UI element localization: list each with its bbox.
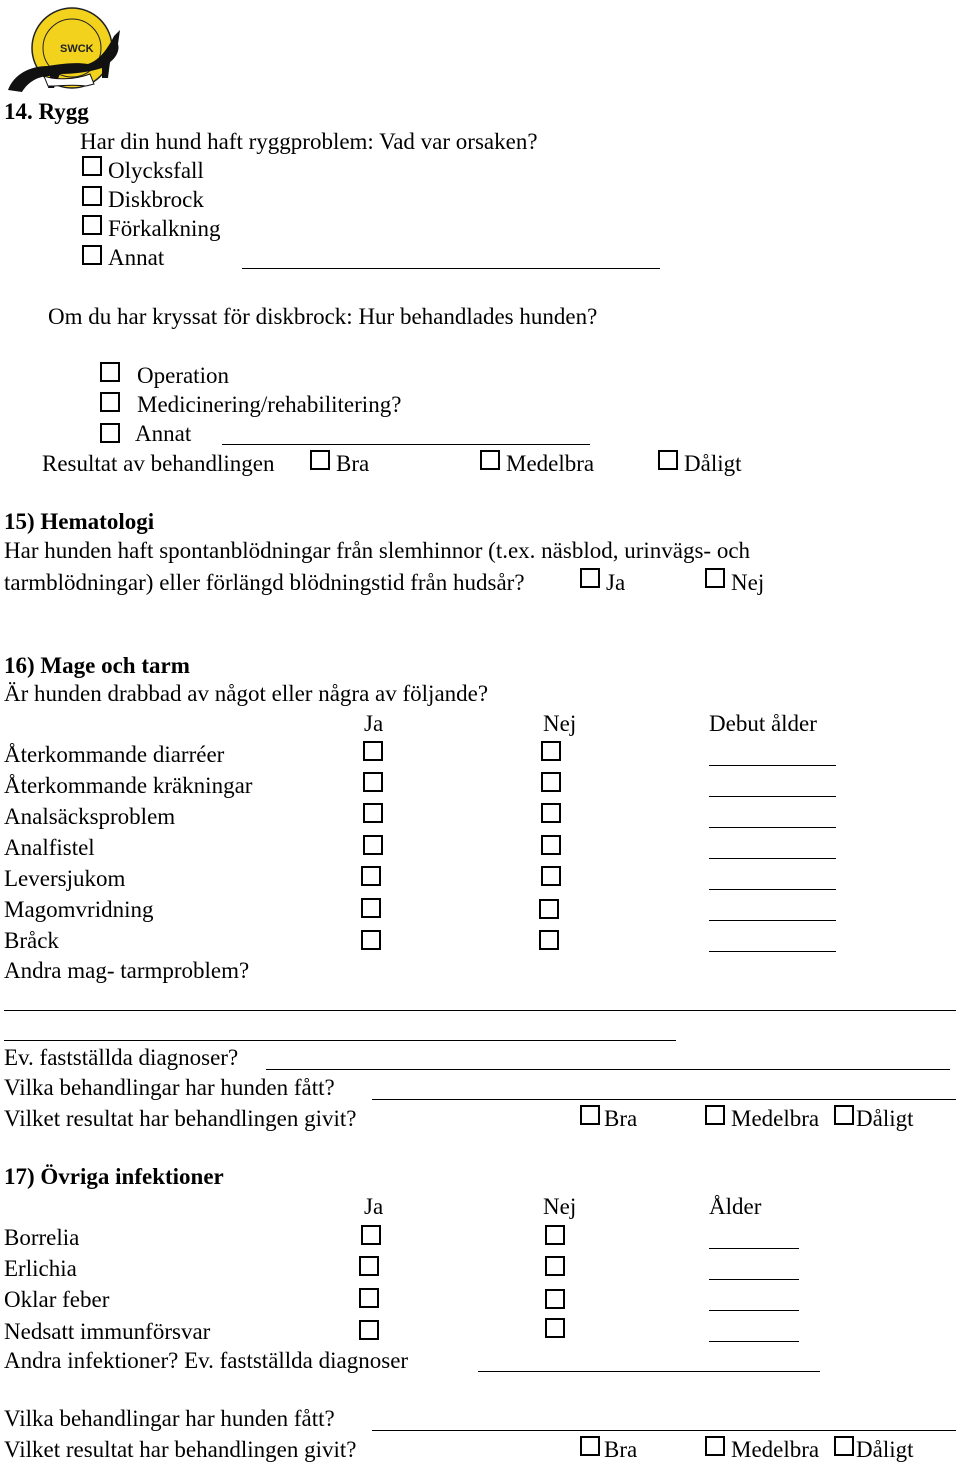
age-line[interactable]	[709, 1310, 799, 1311]
option-label: Olycksfall	[108, 158, 204, 183]
other-infections-label: Andra infektioner? Ev. fastställda diagnoser	[4, 1348, 409, 1373]
option-label: Annat	[135, 421, 192, 446]
section-17-title: 17) Övriga infektioner	[4, 1164, 224, 1189]
treatment-annat-line[interactable]	[222, 444, 590, 445]
option-label: Medicinering/rehabilitering?	[137, 392, 402, 417]
row-label: Analsäcksproblem	[4, 804, 176, 829]
checkbox-ja[interactable]	[361, 930, 381, 950]
checkbox-ja[interactable]	[363, 803, 383, 823]
option-label: Medelbra	[506, 451, 595, 476]
checkbox-nej[interactable]	[539, 899, 559, 919]
checkbox-ja[interactable]	[359, 1288, 379, 1308]
checkbox-nej[interactable]	[541, 741, 561, 761]
diagnoses-label: Ev. fastställda diagnoser?	[4, 1045, 239, 1070]
option-label: Bra	[336, 451, 370, 476]
diagnoses-line[interactable]	[266, 1069, 950, 1070]
checkbox-ja[interactable]	[361, 898, 381, 918]
checkbox-nej[interactable]	[705, 568, 725, 588]
debut-age-line[interactable]	[709, 858, 836, 859]
checkbox-ja[interactable]	[580, 568, 600, 588]
column-header-alder: Ålder	[709, 1194, 762, 1219]
checkbox-result-medelbra[interactable]	[705, 1436, 725, 1456]
club-logo	[4, 4, 128, 98]
checkbox-result-medelbra[interactable]	[480, 450, 500, 470]
section-14-title: 14. Rygg	[4, 99, 89, 124]
row-label: Bråck	[4, 928, 59, 953]
checkbox-nej[interactable]	[545, 1225, 565, 1245]
checkbox-nej[interactable]	[541, 772, 561, 792]
age-line[interactable]	[709, 1279, 799, 1280]
stomach-question: Är hunden drabbad av något eller några av följande?	[4, 681, 489, 706]
checkbox-result-daligt[interactable]	[834, 1105, 854, 1125]
row-label: Analfistel	[4, 835, 95, 860]
checkbox-result-bra[interactable]	[580, 1436, 600, 1456]
checkbox-ja[interactable]	[359, 1320, 379, 1340]
checkbox-ja[interactable]	[361, 1225, 381, 1245]
column-header-nej: Nej	[543, 1194, 577, 1219]
row-label: Erlichia	[4, 1256, 77, 1281]
debut-age-line[interactable]	[709, 920, 836, 921]
column-header-debut-alder: Debut ålder	[709, 711, 817, 736]
age-line[interactable]	[709, 1248, 799, 1249]
checkbox-result-daligt[interactable]	[658, 450, 678, 470]
section-16-title: 16) Mage och tarm	[4, 653, 190, 678]
treatments-label: Vilka behandlingar har hunden fått?	[4, 1075, 335, 1100]
checkbox-nej[interactable]	[545, 1289, 565, 1309]
checkbox-ja[interactable]	[363, 741, 383, 761]
option-label: Dåligt	[856, 1106, 914, 1131]
option-label: Medelbra	[731, 1437, 820, 1462]
option-label: Ja	[606, 570, 626, 595]
row-label: Återkommande diarréer	[4, 742, 225, 767]
other-problems-line[interactable]	[4, 1040, 676, 1041]
checkbox-nej[interactable]	[541, 866, 561, 886]
checkbox-ja[interactable]	[363, 772, 383, 792]
option-label: Bra	[604, 1437, 638, 1462]
result-label: Resultat av behandlingen	[42, 451, 275, 476]
debut-age-line[interactable]	[709, 796, 836, 797]
row-label: Nedsatt immunförsvar	[4, 1319, 211, 1344]
annat-answer-line[interactable]	[242, 268, 660, 269]
checkbox-nej[interactable]	[545, 1256, 565, 1276]
debut-age-line[interactable]	[709, 951, 836, 952]
option-label: Bra	[604, 1106, 638, 1131]
column-header-ja: Ja	[364, 1194, 384, 1219]
checkbox-operation[interactable]	[100, 362, 120, 382]
treatment-question: Om du har kryssat för diskbrock: Hur behandlades hunden?	[48, 304, 598, 329]
row-label: Borrelia	[4, 1225, 80, 1250]
column-header-ja: Ja	[364, 711, 384, 736]
checkbox-medicinering[interactable]	[100, 392, 120, 412]
treatments-label: Vilka behandlingar har hunden fått?	[4, 1406, 335, 1431]
option-label: Förkalkning	[108, 216, 221, 241]
svg-text:SWCK: SWCK	[60, 43, 94, 55]
checkbox-nej[interactable]	[541, 835, 561, 855]
row-label: Leversjukom	[4, 866, 126, 891]
treatments-line[interactable]	[372, 1430, 956, 1431]
option-label: Nej	[731, 570, 765, 595]
checkbox-nej[interactable]	[545, 1318, 565, 1338]
row-label: Återkommande kräkningar	[4, 773, 253, 798]
checkbox-ja[interactable]	[363, 835, 383, 855]
option-label: Operation	[137, 363, 229, 388]
checkbox-treatment-annat[interactable]	[100, 423, 120, 443]
checkbox-forkalkning[interactable]	[82, 215, 102, 235]
other-problems-label: Andra mag- tarmproblem?	[4, 958, 250, 983]
column-header-nej: Nej	[543, 711, 577, 736]
debut-age-line[interactable]	[709, 765, 836, 766]
checkbox-nej[interactable]	[539, 930, 559, 950]
result-label: Vilket resultat har behandlingen givit?	[4, 1437, 357, 1462]
debut-age-line[interactable]	[709, 827, 836, 828]
checkbox-diskbrock[interactable]	[82, 186, 102, 206]
checkbox-ja[interactable]	[359, 1256, 379, 1276]
option-label: Diskbrock	[108, 187, 204, 212]
checkbox-annat[interactable]	[82, 245, 102, 265]
treatments-line[interactable]	[372, 1099, 956, 1100]
option-label: Annat	[108, 245, 165, 270]
section-15-title: 15) Hematologi	[4, 509, 155, 534]
checkbox-nej[interactable]	[541, 803, 561, 823]
option-label: Dåligt	[684, 451, 742, 476]
checkbox-result-bra[interactable]	[580, 1105, 600, 1125]
age-line[interactable]	[709, 1341, 799, 1342]
debut-age-line[interactable]	[709, 889, 836, 890]
option-label: Dåligt	[856, 1437, 914, 1462]
checkbox-result-medelbra[interactable]	[705, 1105, 725, 1125]
checkbox-ja[interactable]	[361, 866, 381, 886]
other-infections-line[interactable]	[478, 1371, 820, 1372]
checkbox-olycksfall[interactable]	[82, 156, 102, 176]
row-label: Oklar feber	[4, 1287, 110, 1312]
hematology-question-line2: tarmblödningar) eller förlängd blödningstid från hudsår?	[4, 570, 525, 595]
hematology-question-line1: Har hunden haft spontanblödningar från slemhinnor (t.ex. näsblod, urinvägs- och	[4, 538, 751, 563]
back-problems-question: Har din hund haft ryggproblem: Vad var orsaken?	[80, 129, 538, 154]
result-label: Vilket resultat har behandlingen givit?	[4, 1106, 357, 1131]
option-label: Medelbra	[731, 1106, 820, 1131]
other-problems-line[interactable]	[4, 1010, 956, 1011]
checkbox-result-bra[interactable]	[310, 450, 330, 470]
checkbox-result-daligt[interactable]	[834, 1436, 854, 1456]
row-label: Magomvridning	[4, 897, 154, 922]
